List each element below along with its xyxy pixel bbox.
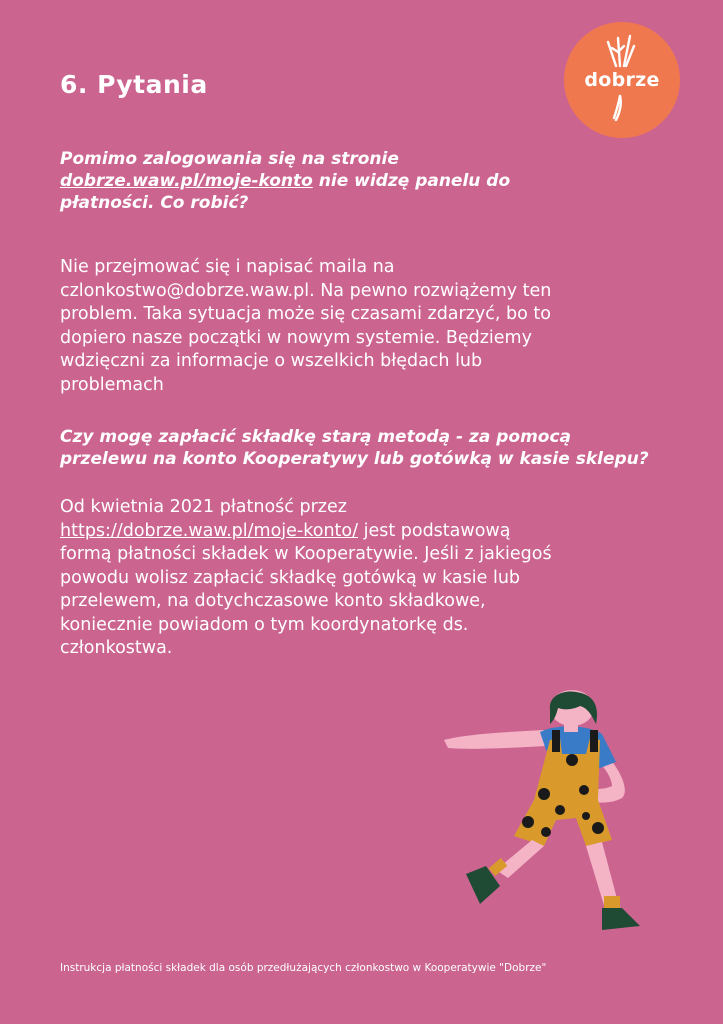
answer-1-line: dopiero nasze początki w nowym systemie. Będziemy [60, 327, 532, 348]
answer-1-line: czlonkostwo@dobrze.waw.pl. Na pewno rozwiążemy ten [60, 280, 552, 301]
question-2-line: Czy mogę zapłacić składkę starą metodą - za pomocą [60, 427, 572, 447]
question-1-line: nie widzę panelu do [318, 171, 511, 191]
answer-1-line: Nie przejmować się i napisać maila na [60, 257, 395, 277]
answer-2-line: członkostwa. [60, 638, 173, 658]
question-1-line: Pomimo zalogowania się na stronie [60, 149, 399, 169]
answer-2-line: powodu wolisz zapłacić składkę gotówką w kasie lub [60, 567, 521, 588]
answer-2-line: Od kwietnia 2021 płatność przez [60, 497, 347, 517]
answer-1-line: wdzięczni za informacje o wszelkich błędach lub [60, 351, 483, 371]
answer-2-line: formą płatności składek w Kooperatywie. Jeśli z jakiegoś [60, 544, 552, 564]
question-1 [60, 148, 510, 214]
dobrze-logo [564, 22, 680, 138]
account-link[interactable]: dobrze.waw.pl/moje-konto [60, 171, 313, 191]
answer-1-line: problem. Taka sytuacja może się czasami zdarzyć, bo to [60, 304, 551, 324]
answer-2 [60, 496, 552, 661]
page-title: 6. Pytania [60, 70, 208, 99]
answer-1 [60, 256, 551, 397]
logo-text: dobrze [584, 69, 660, 91]
question-2 [60, 426, 649, 470]
answer-2-line: jest podstawową [358, 520, 511, 541]
question-1-line: płatności. Co robić? [60, 193, 249, 213]
answer-1-line: problemach [60, 374, 164, 395]
dancing-person-illustration [436, 690, 656, 944]
answer-2-line: przelewem, na dotychczasowe konto składkowe, [60, 591, 486, 611]
account-link[interactable]: https://dobrze.waw.pl/moje-konto/ [60, 520, 359, 541]
question-2-line: przelewu na konto Kooperatywy lub gotówką w kasie sklepu? [60, 449, 649, 469]
answer-2-line: koniecznie powiadom o tym koordynatorkę ds. [60, 614, 469, 635]
footer-note: Instrukcja płatności składek dla osób przedłużających członkostwo w Kooperatywie "Dobrze" [60, 962, 547, 974]
